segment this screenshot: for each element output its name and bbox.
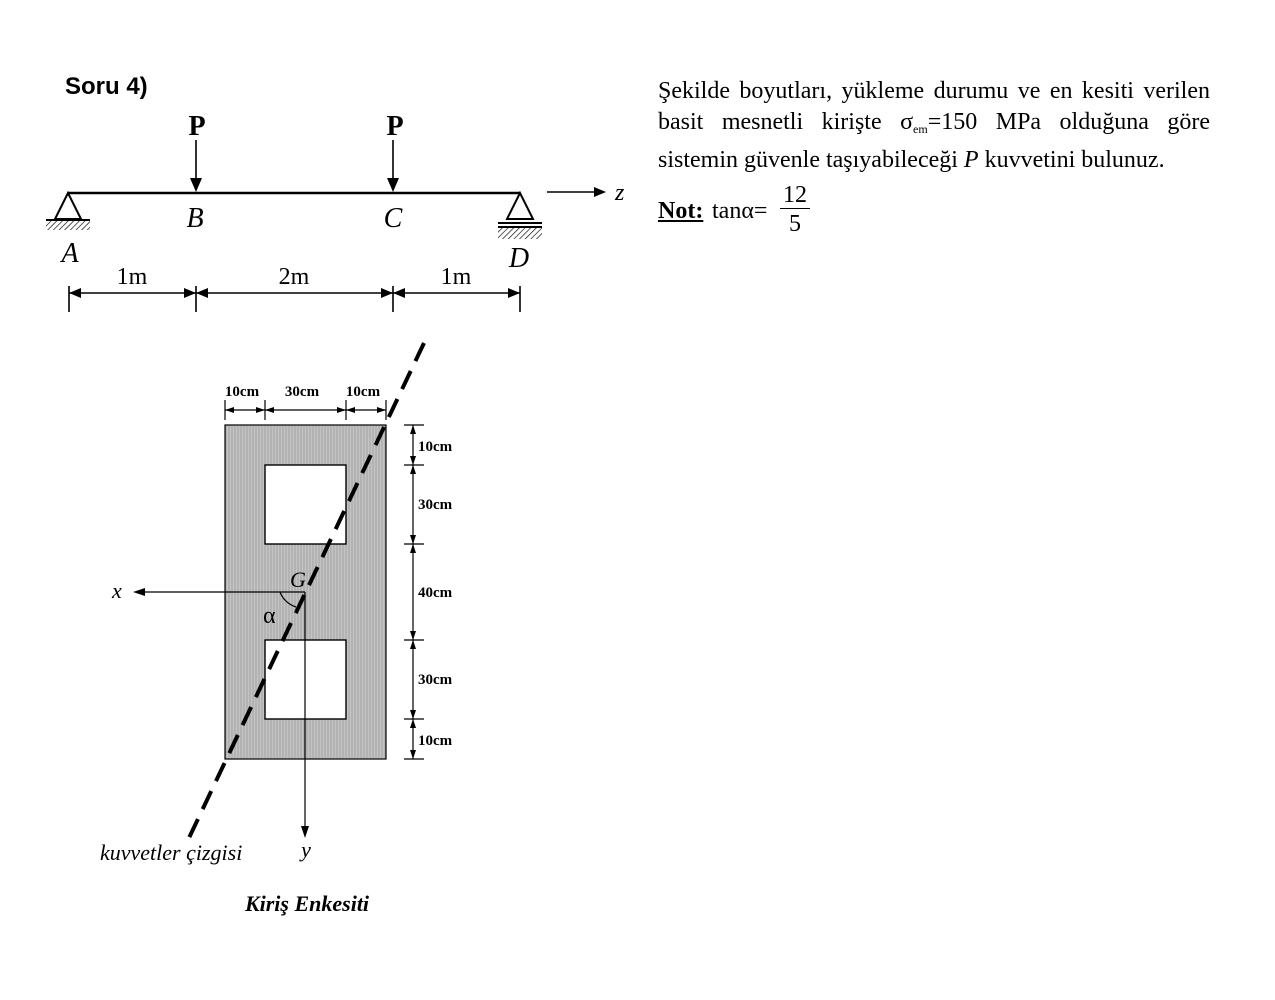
span-label-bc: 2m [278,264,310,290]
point-label-b: B [186,203,204,234]
note-denominator: 5 [789,211,801,237]
top-dimension-lines [225,400,386,420]
x-axis-label: x [112,578,122,603]
sigma-subscript: em [913,122,928,136]
right-dim-5: 10cm [418,733,453,749]
note-expression: tanα= [712,198,768,224]
load-arrow-b [190,140,202,192]
right-dim-1: 10cm [418,439,453,455]
upper-opening [265,465,346,544]
right-dim-4: 30cm [418,672,453,688]
point-label-d: D [508,243,530,274]
span-label-cd: 1m [440,264,472,290]
point-label-a: A [61,238,79,269]
top-dim-right: 10cm [345,384,381,400]
note-label: Not: [658,198,704,224]
question-title: Soru 4) [65,73,148,100]
note-numerator: 12 [780,182,810,209]
point-label-c: C [383,203,403,234]
z-axis-arrow [547,187,606,197]
top-dim-left: 10cm [224,384,260,400]
section-caption: Kiriş Enkesiti [244,891,370,916]
problem-text-part1: Şekilde boyutları, yükleme durumu ve en kesiti verilen basit mesnetli kirişte σ [658,78,1210,135]
support-a-pin [46,193,90,230]
centroid-label: G [290,567,306,592]
p-variable: P [963,147,979,173]
support-d-roller [498,193,542,239]
y-axis-label: y [301,837,311,862]
span-label-ab: 1m [116,264,148,290]
cross-section [100,343,453,916]
angle-label: α [263,603,276,629]
load-arrow-c [387,140,399,192]
right-dim-3: 40cm [418,585,453,601]
load-label-p2: P [386,111,404,142]
right-dim-2: 30cm [418,497,453,513]
problem-text-part3: kuvvetini bulunuz. [978,147,1165,173]
z-axis-label: z [615,180,625,206]
problem-text-part2: =150 MPa olduğuna göre sistemin güvenle taşıyabileceği [658,109,1210,173]
beam-diagram [46,111,625,312]
force-line-label: kuvvetler çizgisi [100,840,243,865]
load-label-p1: P [188,111,206,142]
top-dim-middle: 30cm [284,384,320,400]
